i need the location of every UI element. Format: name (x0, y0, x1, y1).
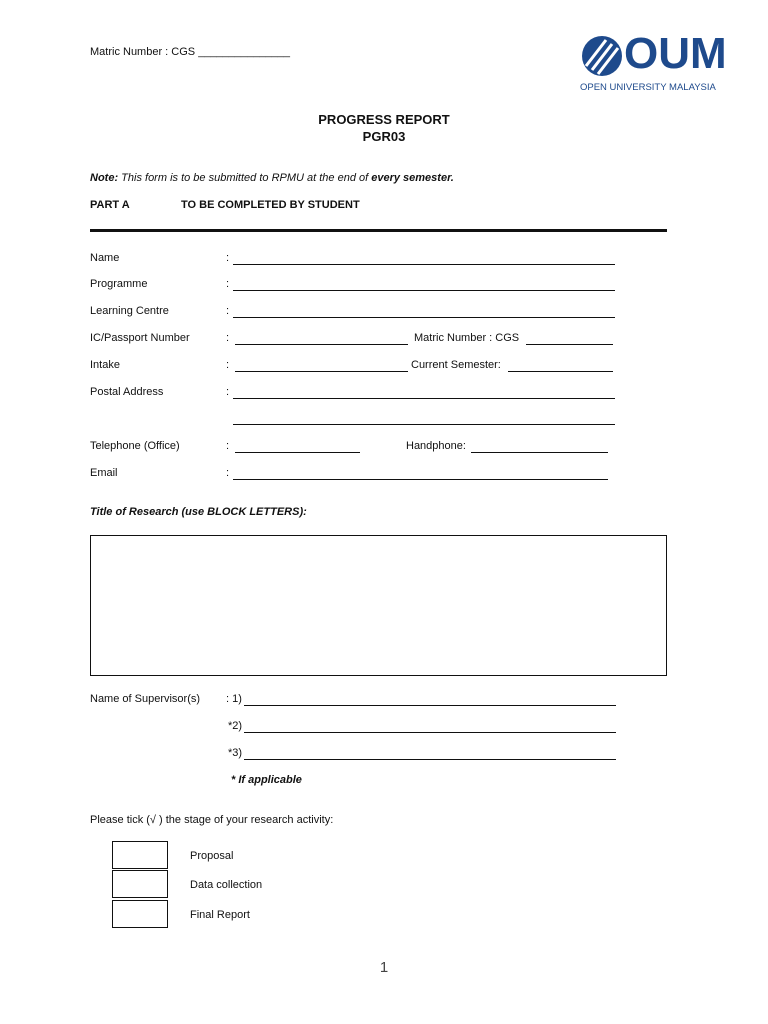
research-title-label: Title of Research (use BLOCK LETTERS): (90, 506, 307, 518)
note (90, 172, 454, 184)
note-emphasis: every semester. (371, 172, 454, 184)
field-telephone-input[interactable] (235, 452, 360, 453)
page-number: 1 (379, 959, 389, 976)
supervisor-3-input[interactable] (244, 759, 616, 760)
header-matric (90, 46, 290, 58)
field-ic-passport-label: IC/Passport Number (90, 332, 190, 344)
field-email-colon: : (226, 467, 230, 479)
stage-instruction: Please tick (√ ) the stage of your research activity: (90, 814, 334, 826)
stage-checkbox-final-report[interactable] (112, 900, 168, 928)
field-handphone-label: Handphone: (406, 440, 466, 452)
field-programme-label: Programme (90, 278, 148, 290)
field-matric-label: Matric Number : CGS (414, 332, 520, 344)
stage-label-data-collection: Data collection (190, 879, 263, 891)
field-intake-colon: : (226, 359, 230, 371)
supervisor-3-label: *3) (228, 747, 243, 759)
field-postal-address-input-1[interactable] (233, 398, 615, 399)
field-intake-label: Intake (90, 359, 120, 371)
supervisor-1-label: : 1) (226, 693, 242, 705)
stage-checkbox-proposal[interactable] (112, 841, 168, 869)
logo-subtitle: OPEN UNIVERSITY MALAYSIA (580, 82, 716, 93)
field-email-input[interactable] (233, 479, 608, 480)
section-divider (90, 229, 667, 232)
field-handphone-input[interactable] (471, 452, 608, 453)
note-prefix: Note: (90, 172, 119, 184)
field-name-colon: : (226, 252, 230, 264)
stage-label-final-report: Final Report (190, 909, 250, 921)
field-current-semester-label: Current Semester: (411, 359, 501, 371)
stage-checkbox-data-collection[interactable] (112, 870, 168, 898)
field-intake-input[interactable] (235, 371, 408, 372)
page-title-line1: PROGRESS REPORT (318, 112, 450, 127)
field-learning-centre-label: Learning Centre (90, 305, 169, 317)
field-current-semester-input[interactable] (508, 371, 613, 372)
logo-wordmark: OUM (624, 29, 727, 78)
field-learning-centre-input[interactable] (233, 317, 615, 318)
page-title-line2: PGR03 (362, 129, 406, 144)
oum-logo-icon (580, 34, 624, 78)
field-postal-address-input-2[interactable] (233, 424, 615, 425)
field-telephone-colon: : (226, 440, 230, 452)
field-matric-input[interactable] (526, 344, 613, 345)
supervisor-1-input[interactable] (244, 705, 616, 706)
supervisor-label: Name of Supervisor(s) (90, 693, 201, 705)
supervisor-2-label: *2) (228, 720, 243, 732)
page-title (0, 112, 768, 144)
field-email-label: Email (90, 467, 118, 479)
field-ic-passport-input[interactable] (235, 344, 408, 345)
part-a-desc: TO BE COMPLETED BY STUDENT (181, 199, 360, 211)
field-postal-address-colon: : (226, 386, 230, 398)
header-matric-label: Matric Number : CGS (90, 46, 196, 58)
field-name-input[interactable] (233, 264, 615, 265)
field-postal-address-label: Postal Address (90, 386, 164, 398)
field-ic-passport-colon: : (226, 332, 230, 344)
field-learning-centre-colon: : (226, 305, 230, 317)
supervisor-2-input[interactable] (244, 732, 616, 733)
supervisor-note: * If applicable (231, 774, 302, 786)
field-name-label: Name (90, 252, 120, 264)
part-a-label: PART A (90, 199, 130, 211)
stage-label-proposal: Proposal (190, 850, 234, 862)
oum-logo (580, 29, 730, 94)
field-telephone-label: Telephone (Office) (90, 440, 180, 452)
research-title-box[interactable] (90, 535, 667, 676)
note-text: This form is to be submitted to RPMU at the end of (121, 172, 369, 184)
header-matric-blank: _______________ (198, 46, 290, 58)
field-programme-input[interactable] (233, 290, 615, 291)
field-programme-colon: : (226, 278, 230, 290)
